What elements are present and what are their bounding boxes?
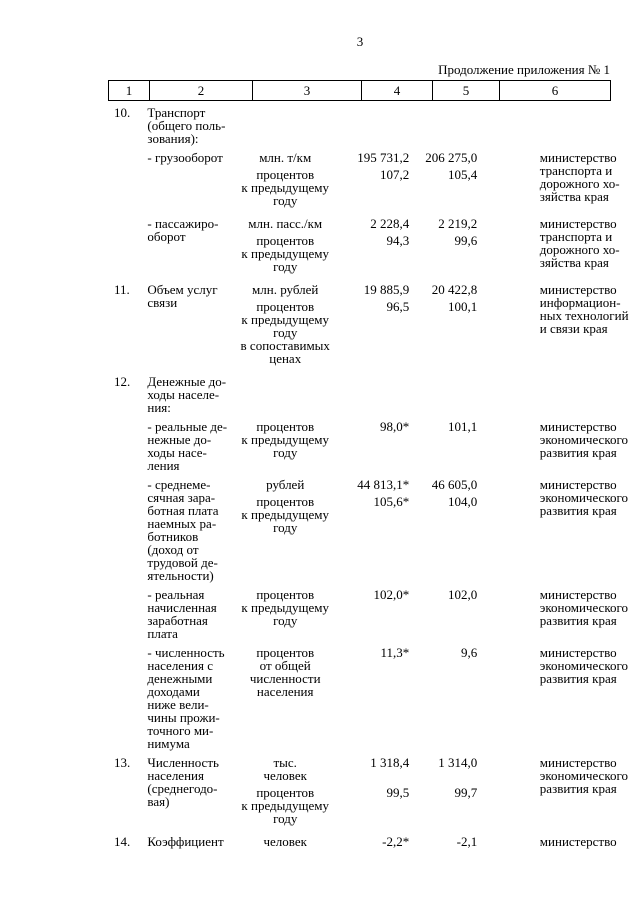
value-2018: 98,0* [379, 419, 410, 434]
column-header-4: 4 [362, 81, 433, 101]
value-2019: 206 275,0 [425, 150, 478, 165]
value-2019: 9,6 [460, 645, 478, 660]
value-2019: 1 314,0 [438, 755, 478, 770]
column-header-table [108, 80, 611, 101]
indicator-name: Объем услуг связи [147, 282, 218, 310]
row-number [114, 588, 147, 640]
value-2018: 99,5 [386, 785, 410, 800]
value-2019: 101,1 [447, 419, 478, 434]
unit-cell: процентов к предыдущему году [241, 494, 330, 535]
value-2018: -2,2* [382, 834, 410, 849]
unit-cell: процентов к предыдущему году [241, 587, 330, 628]
value-line [229, 283, 530, 296]
row-number: 10. [114, 105, 131, 120]
indicator-values [229, 646, 530, 750]
indicator-values [229, 835, 530, 852]
indicator-rows [0, 106, 640, 858]
value-2018: 102,0* [373, 587, 410, 602]
row-number: 12. [114, 374, 131, 389]
continuation-label: Продолжение приложения № 1 [438, 62, 610, 77]
indicator-name: Транспорт (общего поль- зования): [147, 105, 226, 146]
unit-cell: процентов к предыдущему году [241, 419, 330, 460]
row-number [114, 478, 147, 582]
row-number: 11. [114, 282, 130, 297]
value-2018: 44 813,1* [357, 477, 410, 492]
row-number [114, 420, 147, 472]
column-header-1: 1 [109, 81, 150, 101]
value-line [229, 234, 530, 273]
indicator-name: - пассажиро- оборот [147, 216, 219, 244]
value-2018: 11,3* [380, 645, 410, 660]
indicator-row [0, 420, 640, 472]
value-2018: 1 318,4 [370, 755, 410, 770]
value-2019: 46 605,0 [431, 477, 478, 492]
value-2018: 195 731,2 [357, 150, 410, 165]
unit-cell: процентов к предыдущему году [241, 167, 330, 208]
indicator-values [229, 420, 530, 472]
value-2018: 96,5 [386, 299, 410, 314]
responsible-ministry: министерство экономического развития края [539, 477, 628, 518]
unit-cell: млн. пасс./км [248, 216, 323, 231]
unit-cell: млн. т/км [259, 150, 312, 165]
column-header-2: 2 [150, 81, 253, 101]
responsible-ministry: министерство экономического развития края [539, 755, 628, 796]
indicator-name: - среднеме- сячная зара- ботная плата наемных ра- ботников (доход от трудовой де- ятельности) [147, 477, 219, 583]
value-line [229, 495, 530, 534]
value-2018: 107,2 [379, 167, 410, 182]
indicator-row [0, 588, 640, 640]
value-2019: 2 219,2 [438, 216, 478, 231]
unit-cell: тыс. человек [263, 755, 307, 783]
value-line [229, 168, 530, 207]
value-2018: 19 885,9 [363, 282, 410, 297]
indicator-name: - реальные де- нежные до- ходы насе- ления [147, 419, 228, 473]
responsible-ministry: министерство транспорта и дорожного хо- зяйства края [539, 150, 620, 204]
unit-cell: процентов к предыдущему году [241, 233, 330, 274]
responsible-ministry: министерство экономического развития края [539, 419, 628, 460]
value-2019: 20 422,8 [431, 282, 478, 297]
indicator-name: - реальная начисленная заработная плата [147, 587, 217, 641]
value-2019: 105,4 [447, 167, 478, 182]
value-line [229, 151, 530, 164]
row-number: 14. [114, 834, 131, 849]
value-line [229, 588, 530, 627]
value-2018: 2 228,4 [370, 216, 410, 231]
value-2019: 99,7 [454, 785, 478, 800]
value-line [229, 217, 530, 230]
indicator-values [229, 756, 530, 829]
row-number: 13. [114, 755, 131, 770]
unit-cell: процентов от общей численности населения [249, 645, 321, 699]
indicator-values [229, 106, 530, 145]
responsible-ministry: министерство информацион- ных технологий и связи края [539, 282, 629, 336]
responsible-ministry: министерство экономического развития края [539, 587, 628, 628]
indicator-name: - грузооборот [147, 150, 223, 165]
unit-cell: процентов к предыдущему году [241, 785, 330, 826]
indicator-values [229, 375, 530, 414]
indicator-row [0, 478, 640, 582]
value-line [229, 478, 530, 491]
indicator-row [0, 646, 640, 750]
value-2019: 104,0 [447, 494, 478, 509]
indicator-row [0, 756, 640, 829]
value-2019: 99,6 [454, 233, 478, 248]
row-number [114, 646, 147, 750]
value-2019: 102,0 [447, 587, 478, 602]
indicator-values [229, 283, 530, 369]
indicator-row [0, 151, 640, 211]
value-line [229, 756, 530, 782]
indicator-values [229, 588, 530, 640]
column-header-6: 6 [500, 81, 611, 101]
value-2019: -2,1 [456, 834, 478, 849]
indicator-values [229, 151, 530, 211]
row-number [114, 217, 147, 277]
value-line [229, 786, 530, 825]
indicator-values [229, 478, 530, 582]
value-2018: 105,6* [373, 494, 410, 509]
column-header-5: 5 [433, 81, 500, 101]
indicator-values [229, 217, 530, 277]
column-header-row [109, 81, 611, 101]
value-line [229, 300, 530, 365]
indicator-row [0, 217, 640, 277]
value-line [229, 646, 530, 698]
unit-cell: рублей [266, 477, 305, 492]
page-number: 3 [356, 34, 364, 49]
responsible-ministry [530, 375, 640, 414]
indicator-row [0, 835, 640, 852]
indicator-name: Коэффициент [147, 834, 224, 849]
indicator-row [0, 106, 640, 145]
value-line [229, 835, 530, 848]
value-line [229, 420, 530, 459]
indicator-name: Численность населения (среднегодо- вая) [147, 755, 219, 809]
responsible-ministry: министерство [539, 834, 617, 849]
indicator-row [0, 375, 640, 414]
unit-cell: человек [263, 834, 307, 849]
indicator-name: Денежные до- ходы населе- ния: [147, 374, 227, 415]
value-2019: 100,1 [447, 299, 478, 314]
responsible-ministry: министерство транспорта и дорожного хо- зяйства края [539, 216, 620, 270]
responsible-ministry: министерство экономического развития края [539, 645, 628, 686]
unit-cell: млн. рублей [252, 282, 319, 297]
indicator-name: - численность населения с денежными доходами ниже вели- чины прожи- точного ми- нимума [147, 645, 225, 751]
indicator-row [0, 283, 640, 369]
row-number [114, 151, 147, 211]
value-2018: 94,3 [386, 233, 410, 248]
unit-cell: процентов к предыдущему году в сопоставимых ценах [240, 299, 330, 366]
responsible-ministry [530, 106, 640, 145]
column-header-3: 3 [253, 81, 362, 101]
